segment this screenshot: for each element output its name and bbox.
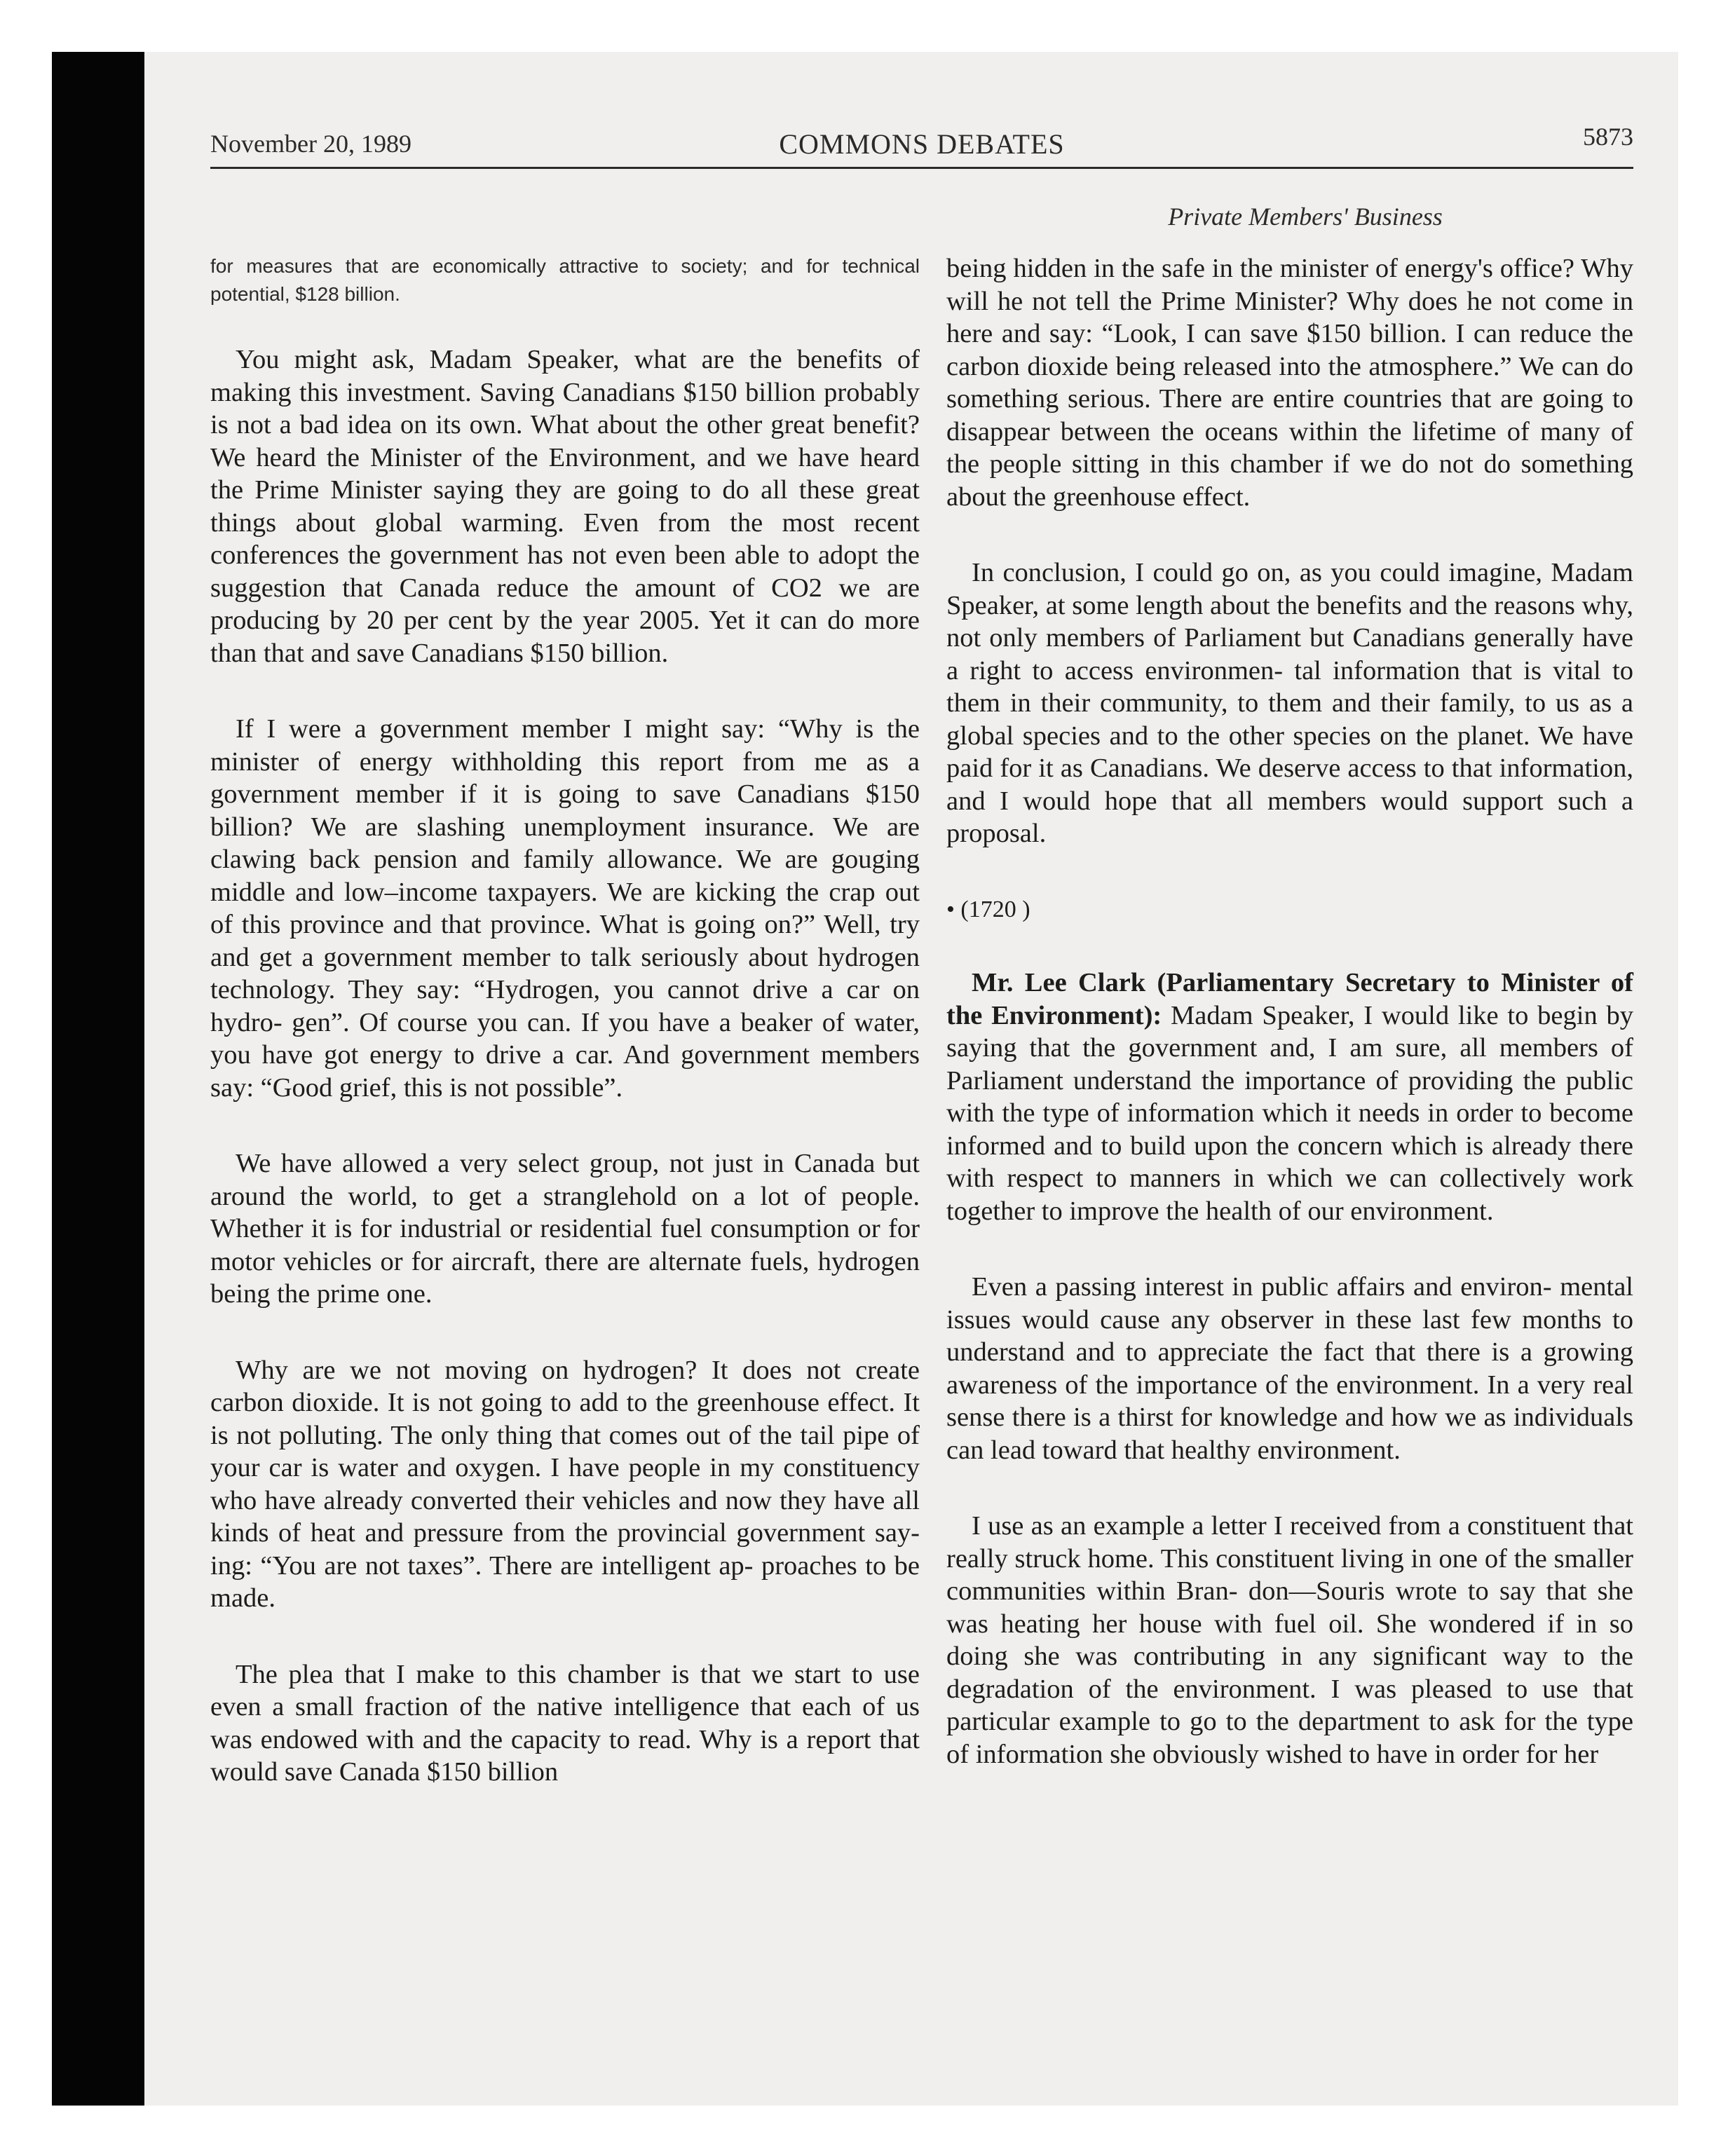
header-date: November 20, 1989 bbox=[210, 130, 411, 158]
right-column bbox=[946, 252, 1633, 1814]
header-title: COMMONS DEBATES bbox=[779, 128, 1065, 160]
timestamp: • (1720 ) bbox=[946, 896, 1030, 922]
paragraph: I use as an example a letter I received from a constituent that really struck home. This constituent living in one of the smaller communities within Bran- don—Souris wrote to say that she was heating her house with fuel oil. She wondered if in so doing she was contributing in any significant way to the degradation of the environment. I was pleased to use that particular example to go to the department to ask for the type of information she obviously wished to have in order for her bbox=[946, 1511, 1633, 1769]
paragraph: The plea that I make to this chamber is that we start to use even a small fraction of the native intelligence that each of us was endowed with and the capacity to read. Why is a report that would save Canada $150 billion bbox=[210, 1659, 920, 1787]
page-number: 5873 bbox=[1583, 123, 1633, 151]
paragraph: If I were a government member I might say: “Why is the minister of energy withholding this report from me as a government member if it is going to save Canadians $150 billion? We are slashing unemployment insurance. We are clawing back pension and family allowance. We are gouging middle and low–income taxpayers. We are kicking the crap out of this province and that province. What is going on?” Well, try and get a government member to talk seriously about hydrogen technology. They say: “Hydrogen, you cannot drive a car on hydro- gen”. Of course you can. If you have a beaker of water, you have got energy to drive a car. And government members say: “Good grief, this is not possible”. bbox=[210, 714, 920, 1103]
paragraph: In conclusion, I could go on, as you could imagine, Madam Speaker, at some length about the benefits and the reasons why, not only members of Parliament but Canadians generally have a right to access environmen- tal information that is vital to them in their community, to them and their family, to us as a global species and to the other species on the planet. We have paid for it as Canadians. We deserve access to that information, and I would hope that all members would support such a proposal. bbox=[946, 558, 1633, 848]
speaker-paragraph bbox=[946, 967, 1633, 1227]
speaker-text: Madam Speaker, I would like to begin by saying that the government and, I am sure, all members of Parliament understand the importance of providing the public with the type of information which it needs in order to become informed and to build upon the concern which is already there with respect to manners in which we can collectively work together to improve the health of our environment. bbox=[946, 1000, 1633, 1226]
header-rule bbox=[210, 167, 1633, 169]
paragraph: Why are we not moving on hydrogen? It does not create carbon dioxide. It is not going to add to the greenhouse effect. It is not polluting. The only thing that comes out of the tail pipe of your car is water and oxygen. I have people in my constituency who have already converted their vehicles and now they have all kinds of heat and pressure from the provincial government say- ing: “You are not taxes”. There are intelligent ap- proaches to be made. bbox=[210, 1355, 920, 1613]
paragraph: You might ask, Madam Speaker, what are the benefits of making this investment. Saving Canadians $150 billion probably is not a bad idea on its own. What about the other great benefit? We heard the Minister of the Environment, and we have heard the Prime Minister saying they are going to do all these great things about global warming. Even from the most recent conferences the government has not even been able to adopt the suggestion that Canada reduce the amount of CO2 we are producing by 20 per cent by the year 2005. Yet it can do more than that and save Canadians $150 billion. bbox=[210, 345, 920, 668]
quoted-text: for measures that are economically attractive to society; and for technical potential, $128 billion. bbox=[210, 255, 920, 305]
paragraph: Even a passing interest in public affairs and environ- mental issues would cause any observer in these last few months to understand and to appreciate the fact that there is a growing awareness of the importance of the environment. In a very real sense there is a thirst for knowledge and how we as individuals can lead toward that healthy environment. bbox=[946, 1272, 1633, 1465]
left-column bbox=[210, 252, 920, 1832]
speaker-name: Mr. Lee Clark (Parliamentary Secretary to Minister of the Environment): bbox=[946, 968, 1633, 1030]
paragraph: being hidden in the safe in the minister of energy's office? Why will he not tell the Prime Minister? Why does he not come in here and say: “Look, I can save $150 billion. I can reduce the carbon dioxide being released into the atmosphere.” We can do something serious. There are entire countries that are going to disappear between the oceans within the lifetime of many of the people sitting in this chamber if we do not do something about the greenhouse effect. bbox=[946, 254, 1633, 512]
page-header bbox=[210, 122, 1633, 164]
section-title: Private Members' Business bbox=[1168, 203, 1443, 231]
paragraph: We have allowed a very select group, not just in Canada but around the world, to get a stranglehold on a lot of people. Whether it is for industrial or residential fuel consumption or for motor vehicles or for aircraft, there are alternate fuels, hydrogen being the prime one. bbox=[210, 1149, 920, 1309]
scan-binding-edge bbox=[52, 52, 144, 2106]
document-page bbox=[52, 52, 1678, 2106]
